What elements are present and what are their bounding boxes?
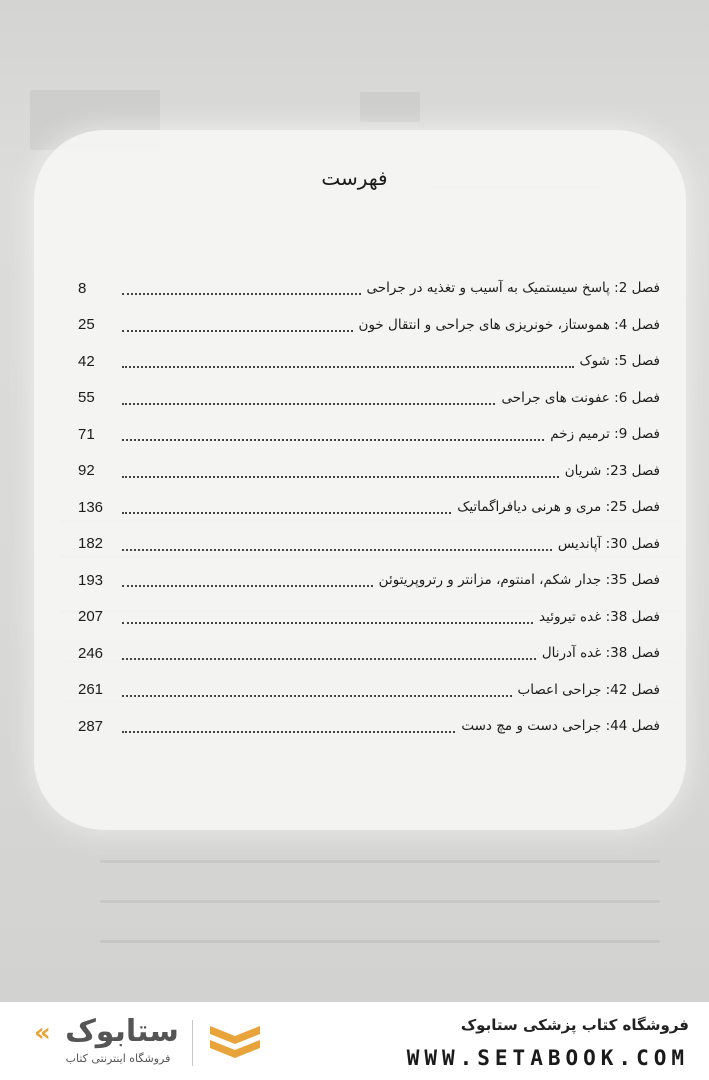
toc-entry [78,416,660,453]
toc-entry-page: 8 [78,279,87,297]
toc-leader-dots [122,610,533,624]
toc-entry-page: 287 [78,717,104,735]
toc-entry [78,453,660,490]
toc-entry-page: 246 [78,644,104,662]
toc-list [78,270,660,745]
toc-entry [78,526,660,563]
toc-leader-dots [122,537,552,551]
toc-entry [78,599,660,636]
toc-entry-title: فصل 30: آپاندیس [557,535,660,552]
toc-entry-page: 42 [78,352,95,370]
toc-entry-title: فصل 6: عفونت های جراحی [501,389,660,406]
toc-entry [78,307,660,344]
toc-entry-page: 71 [78,425,95,443]
toc-entry [78,562,660,599]
toc-entry-page: 207 [78,608,104,626]
toc-entry [78,270,660,307]
toc-leader-dots [122,427,544,441]
toc-entry [78,635,660,672]
toc-leader-dots [122,500,451,514]
toc-entry-title: فصل 42: جراحی اعصاب [517,681,660,698]
brand-subtitle: فروشگاه اینترنتی کتاب [65,1052,171,1065]
toc-entry-page: 92 [78,462,95,480]
toc-leader-dots [122,354,574,368]
footer-divider [192,1020,193,1066]
toc-entry-title: فصل 38: غده آدرنال [541,645,660,662]
toc-heading: فهرست [321,166,388,190]
toc-entry-title: فصل 44: جراحی دست و مچ دست [461,718,660,735]
book-logo-icon [206,1020,264,1066]
toc-entry-title: فصل 38: غده تیروئید [539,608,660,625]
toc-entry-page: 193 [78,571,104,589]
shop-url[interactable]: WWW.SETABOOK.COM [406,1046,689,1070]
toc-leader-dots [122,719,455,733]
background-blur-block [360,92,420,122]
shop-name: فروشگاه کتاب پزشکی ستابوک [460,1016,689,1034]
toc-entry [78,343,660,380]
toc-leader-dots [122,391,495,405]
background-blur-line [100,940,660,943]
toc-entry [78,489,660,526]
toc-entry-title: فصل 23: شریان [564,462,660,479]
toc-entry-title: فصل 25: مری و هرنی دیافراگماتیک [457,499,660,516]
toc-entry-title: فصل 4: هموستاز، خونریزی های جراحی و انتقال خون [358,316,660,333]
toc-leader-dots [122,464,559,478]
toc-entry-title: فصل 9: ترمیم زخم [550,426,660,443]
toc-leader-dots [122,683,512,697]
toc-leader-dots [122,318,353,332]
background-blur-line [100,900,660,903]
toc-entry-page: 182 [78,535,104,553]
toc-leader-dots [122,281,361,295]
store-footer-banner [0,1002,709,1080]
toc-leader-dots [122,573,373,587]
toc-entry [78,380,660,417]
toc-entry-page: 136 [78,498,104,516]
brand-arrows-icon: « [34,1018,51,1048]
toc-entry-page: 55 [78,389,95,407]
toc-entry-title: فصل 5: شوک [579,353,660,370]
toc-entry-page: 25 [78,316,95,334]
toc-entry-page: 261 [78,681,104,699]
toc-entry [78,672,660,709]
toc-entry [78,708,660,745]
background-blur-line [100,860,660,863]
brand-logo-text: ستابوک [65,1014,179,1049]
toc-entry-title: فصل 2: پاسخ سیستمیک به آسیب و تغذیه در جراحی [366,280,660,297]
toc-leader-dots [122,646,536,660]
toc-entry-title: فصل 35: جدار شکم، امنتوم، مزانتر و رتروپریتوئن [378,572,660,589]
